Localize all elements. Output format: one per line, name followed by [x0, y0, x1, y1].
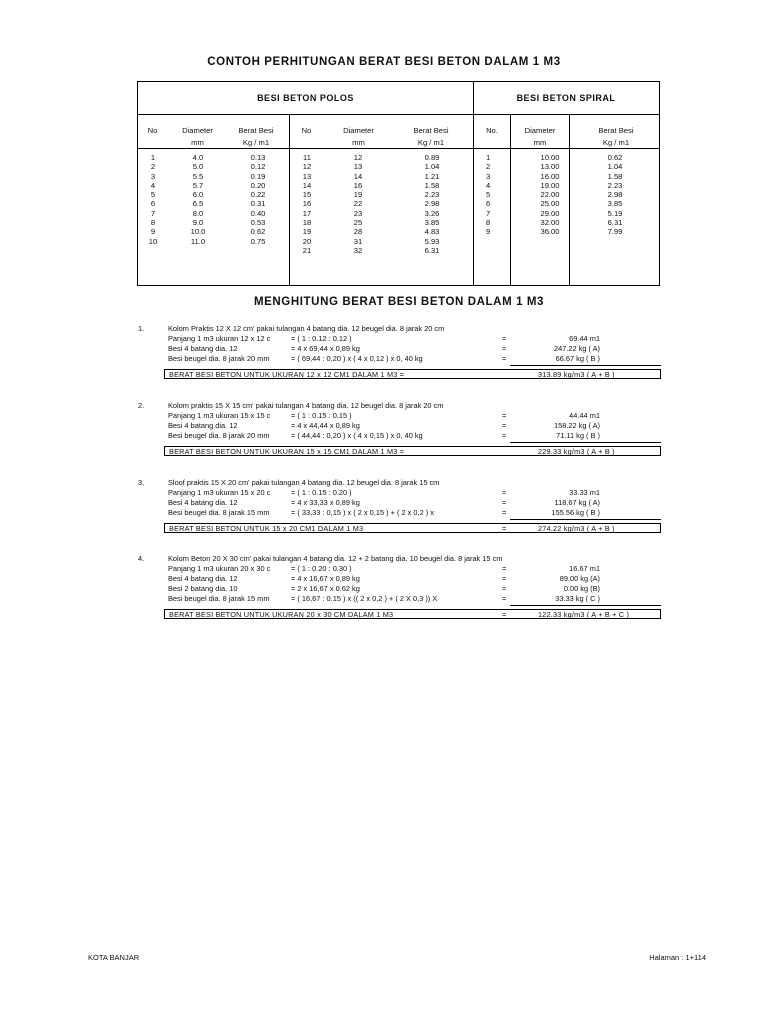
- table-cell: 7: [150, 208, 156, 218]
- table-cell: 12: [353, 153, 363, 162]
- table-cell: 19: [302, 227, 312, 237]
- table-cell: 5.93: [424, 236, 440, 246]
- calc-formula: = ( 1 : 0.12 : 0.12 ): [291, 334, 352, 343]
- table-cell: 3.85: [607, 199, 623, 209]
- table-cell: 15: [302, 190, 312, 200]
- spiral-diameter-column: [533, 153, 567, 237]
- table-cell: 5: [150, 190, 156, 200]
- calc-equals: =: [502, 584, 507, 593]
- weight-table: [137, 81, 660, 286]
- item-number: 2.: [138, 401, 145, 410]
- header-berat: Berat Besi Kg / m1: [598, 126, 634, 147]
- polos-diameter-column: [348, 153, 368, 255]
- table-cell: 0.75: [250, 236, 266, 246]
- table-cell: 9: [150, 227, 156, 237]
- calc-equals: =: [502, 411, 507, 420]
- calc-equals: =: [502, 564, 507, 573]
- table-cell: 11: [303, 153, 311, 162]
- calc-value: 71.11 kg ( B ): [556, 431, 600, 440]
- calc-label: Besi 4 batang dia. 12: [168, 498, 238, 507]
- calc-label: Besi 4 batang dia. 12: [168, 344, 238, 353]
- total-label: BERAT BESI BETON UNTUK 15 x 20 CM1 DALAM 1 M3: [169, 524, 364, 533]
- table-cell: 0.40: [250, 208, 266, 218]
- header-diameter: Diameter mm: [343, 126, 374, 147]
- total-label: BERAT BESI BETON UNTUK UKURAN 12 x 12 CM1 DALAM 1 M3 =: [169, 370, 405, 379]
- calc-value: 66.67 kg ( B ): [555, 354, 600, 363]
- calc-formula: = ( 1 : 0.15 : 0.15 ): [291, 411, 352, 420]
- item-heading: Kolom praktis 15 X 15 cm' pakai tulangan 4 batang dia. 12 beugel dia. 8 jarak 20 cm: [168, 401, 444, 410]
- total-label: BERAT BESI BETON UNTUK UKURAN 15 x 15 CM1 DALAM 1 M3 =: [169, 447, 405, 456]
- polos-no-column: [299, 153, 315, 255]
- polos-title: BESI BETON POLOS: [257, 93, 354, 103]
- table-cell: 13: [353, 162, 363, 172]
- calc-formula: = 2 x 16,67 x 0.62 kg: [291, 584, 360, 593]
- calc-label: Besi 4 batang dia. 12: [168, 421, 238, 430]
- total-box: [164, 369, 661, 379]
- calc-label: Besi beugel dia. 8 jarak 15 mm: [168, 594, 270, 603]
- table-cell: 25.00: [540, 199, 560, 209]
- subtotal-underline: [510, 519, 661, 520]
- calc-formula: = 4 x 16,67 x 0,89 kg: [291, 574, 360, 583]
- total-value: 313.89 kg/m3 ( A + B ): [538, 370, 615, 379]
- table-cell: 22.00: [540, 190, 560, 200]
- table-cell: 2.23: [607, 180, 623, 190]
- table-cell: 19: [353, 190, 363, 200]
- table-column-divider: [569, 114, 570, 285]
- calc-value: 0.00 kg (B): [563, 584, 600, 593]
- table-cell: 10.00: [540, 153, 560, 162]
- table-cell: 16: [302, 199, 312, 209]
- table-cell: 9.0: [192, 218, 204, 228]
- table-cell: 17: [302, 208, 312, 218]
- table-cell: 0.62: [607, 153, 623, 162]
- total-equals: =: [502, 524, 507, 533]
- table-cell: 5: [486, 190, 491, 200]
- table-cell: 0.53: [250, 218, 266, 228]
- header-berat: Berat Besi Kg / m1: [413, 126, 449, 147]
- subtotal-underline: [510, 605, 661, 606]
- table-cell: 1.04: [607, 162, 623, 172]
- calc-label: Panjang 1 m3 ukuran 20 x 30 c: [168, 564, 271, 573]
- table-cell: 10.0: [190, 227, 206, 237]
- table-cell: 1.58: [424, 180, 440, 190]
- table-cell: 32.00: [540, 218, 560, 228]
- header-no: No.: [486, 126, 498, 135]
- item-number: 1.: [138, 324, 145, 333]
- table-cell: 11.0: [190, 236, 206, 246]
- total-box: [164, 523, 661, 533]
- spiral-berat-column: [601, 153, 629, 237]
- calc-value: 33.33 m1: [569, 488, 600, 497]
- item-heading: Kolom Praktis 12 X 12 cm' pakai tulangan 4 batang dia. 12 beugel dia. 8 jarak 20 cm: [168, 324, 445, 333]
- table-cell: 8.0: [192, 208, 204, 218]
- table-cell: 2.98: [607, 190, 623, 200]
- calc-label: Besi beugel dia. 8 jarak 20 mm: [168, 431, 270, 440]
- subtotal-underline: [510, 365, 661, 366]
- calc-formula: = 4 x 33,33 x 0,89 kg: [291, 498, 360, 507]
- total-value: 229.33 kg/m3 ( A + B ): [538, 447, 615, 456]
- table-cell: 4.83: [424, 227, 440, 237]
- table-cell: 8: [150, 218, 156, 228]
- table-cell: 6.31: [424, 245, 440, 255]
- calc-value: 16.67 m1: [569, 564, 600, 573]
- table-cell: 21: [302, 245, 312, 255]
- item-heading: Sloof praktis 15 X 20 cm' pakai tulangan 4 batang dia. 12 beugel dia. 8 jarak 15 cm: [168, 478, 440, 487]
- table-cell: 2.23: [424, 190, 440, 200]
- table-cell: 1.04: [424, 162, 440, 172]
- total-box: [164, 446, 661, 456]
- total-value: 122.33 kg/m3 ( A + B + C ): [538, 610, 630, 619]
- table-cell: 1.21: [424, 171, 440, 181]
- total-equals: =: [502, 610, 507, 619]
- calc-equals: =: [502, 488, 507, 497]
- total-label: BERAT BESI BETON UNTUK UKURAN 20 x 30 CM DALAM 1 M3: [169, 610, 394, 619]
- table-cell: 3.85: [424, 218, 440, 228]
- table-cell: 6: [486, 199, 491, 209]
- table-cell: 14: [302, 180, 312, 190]
- table-cell: 31: [353, 236, 363, 246]
- calc-equals: =: [502, 498, 507, 507]
- section-title: MENGHITUNG BERAT BESI BETON DALAM 1 M3: [253, 296, 545, 308]
- polos-diameter-column: [183, 153, 213, 246]
- polos-berat-column: [418, 153, 446, 255]
- table-cell: 23: [353, 208, 363, 218]
- table-cell: 4: [486, 180, 491, 190]
- item-number: 3.: [138, 478, 145, 487]
- table-cell: 3: [150, 171, 156, 181]
- calc-label: Panjang 1 m3 ukuran 12 x 12 c: [168, 334, 271, 343]
- table-cell: 0.13: [250, 153, 266, 162]
- table-cell: 13.00: [540, 162, 560, 172]
- calc-equals: =: [502, 334, 507, 343]
- table-cell: 2: [486, 162, 491, 172]
- table-cell: 29.00: [540, 208, 560, 218]
- calc-label: Besi beugel dia. 8 jarak 20 mm: [168, 354, 270, 363]
- table-section-divider: [473, 82, 474, 285]
- table-cell: 5.5: [192, 171, 204, 181]
- spiral-no-column: [486, 153, 496, 237]
- table-cell: 32: [353, 245, 363, 255]
- calc-label: Besi 4 batang dia. 12: [168, 574, 238, 583]
- calc-formula: = ( 33,33 : 0,15 ) x ( 2 x 0,15 ) + ( 2 x 0,2 ) x: [291, 508, 434, 517]
- table-cell: 10: [148, 236, 158, 246]
- calc-label: Panjang 1 m3 ukuran 15 x 20 c: [168, 488, 271, 497]
- calc-formula: = ( 1 : 0.15 : 0.20 ): [291, 488, 352, 497]
- table-cell: 1: [486, 153, 491, 162]
- table-cell: 16.00: [540, 171, 560, 181]
- table-cell: 6.0: [192, 190, 204, 200]
- calc-value: 89.00 kg (A): [559, 574, 600, 583]
- calc-formula: = ( 69,44 : 0,20 ) x ( 4 x 0,12 ) x 0, 40 kg: [291, 354, 423, 363]
- table-cell: 7.99: [607, 227, 623, 237]
- table-cell: 9: [486, 227, 491, 237]
- calc-equals: =: [502, 574, 507, 583]
- table-cell: 3: [486, 171, 491, 181]
- polos-no-column: [146, 153, 160, 246]
- calc-value: 158.22 kg ( A): [553, 421, 600, 430]
- table-cell: 0.12: [250, 162, 266, 172]
- header-diameter: Diameter mm: [182, 126, 213, 147]
- calc-equals: =: [502, 508, 507, 517]
- calc-value: 118.67 kg ( A): [554, 498, 600, 507]
- table-cell: 28: [353, 227, 363, 237]
- calc-equals: =: [502, 431, 507, 440]
- calc-formula: = ( 16,67 : 0.15 ) x (( 2 x 0,2 ) + ( 2 X 0,3 )) X: [291, 594, 438, 603]
- table-cell: 6.31: [607, 218, 623, 228]
- table-cell: 5.0: [192, 162, 204, 172]
- item-number: 4.: [138, 554, 145, 563]
- calc-formula: = 4 x 69,44 x 0,89 kg: [291, 344, 360, 353]
- table-cell: 4.0: [192, 153, 204, 162]
- header-berat: Berat Besi Kg / m1: [238, 126, 274, 147]
- subtotal-underline: [510, 442, 661, 443]
- total-value: 274.22 kg/m3 ( A + B ): [538, 524, 615, 533]
- calc-label: Besi 2 batang dia. 10: [168, 584, 238, 593]
- total-box: [164, 609, 661, 619]
- table-cell: 25: [353, 218, 363, 228]
- calc-value: 44.44 m1: [569, 411, 600, 420]
- calc-equals: =: [502, 354, 507, 363]
- calc-formula: = ( 44,44 : 0,20 ) x ( 4 x 0,15 ) x 0, 40 kg: [291, 431, 423, 440]
- calc-value: 155.56 kg ( B ): [551, 508, 600, 517]
- footer-page-number: Halaman : 1+114: [649, 953, 706, 962]
- page-title: CONTOH PERHITUNGAN BERAT BESI BETON DALAM 1 M3: [207, 56, 561, 68]
- table-cell: 0.19: [250, 171, 266, 181]
- table-header-divider: [138, 114, 659, 115]
- calc-formula: = ( 1 : 0.20 : 0.30 ): [291, 564, 352, 573]
- calc-label: Panjang 1 m3 ukuran 15 x 15 c: [168, 411, 271, 420]
- table-cell: 0.62: [250, 227, 266, 237]
- table-cell: 7: [486, 208, 491, 218]
- calc-value: 69.44 m1: [569, 334, 600, 343]
- calc-equals: =: [502, 594, 507, 603]
- calc-value: 33.33 kg ( C ): [555, 594, 600, 603]
- table-cell: 0.31: [250, 199, 266, 209]
- table-cell: 5.7: [192, 180, 204, 190]
- item-heading: Kolom Beton 20 X 30 cm' pakai tulangan 4 batang dia. 12 + 2 batang dia. 10 beugel dia. 8 jarak 15 cm: [168, 554, 503, 563]
- table-cell: 6: [150, 199, 156, 209]
- calc-formula: = 4 x 44,44 x 0,89 kg: [291, 421, 360, 430]
- table-cell: 0.89: [424, 153, 440, 162]
- table-cell: 2: [150, 162, 156, 172]
- table-cell: 16: [353, 180, 363, 190]
- polos-berat-column: [243, 153, 273, 246]
- table-cell: 36.00: [540, 227, 560, 237]
- table-cell: 0.22: [250, 190, 266, 200]
- table-cell: 20: [302, 236, 312, 246]
- table-column-divider: [510, 114, 511, 285]
- table-cell: 6.5: [192, 199, 204, 209]
- table-cell: 19.00: [540, 180, 560, 190]
- table-cell: 4: [150, 180, 156, 190]
- table-cell: 14: [353, 171, 363, 181]
- table-cell: 0.20: [250, 180, 266, 190]
- calc-label: Besi beugel dia. 8 jarak 15 mm: [168, 508, 270, 517]
- table-cell: 2.98: [424, 199, 440, 209]
- calc-equals: =: [502, 344, 507, 353]
- spiral-title: BESI BETON SPIRAL: [516, 93, 616, 103]
- header-no: No: [301, 126, 312, 135]
- table-cell: 3.26: [424, 208, 440, 218]
- calc-equals: =: [502, 421, 507, 430]
- header-diameter: Diameter mm: [524, 126, 556, 147]
- table-cell: 18: [302, 218, 312, 228]
- header-no: No: [147, 126, 158, 135]
- table-cell: 22: [353, 199, 363, 209]
- table-column-divider: [289, 114, 290, 285]
- table-cell: 8: [486, 218, 491, 228]
- calc-value: 247.22 kg ( A): [553, 344, 600, 353]
- table-cell: 12: [302, 162, 312, 172]
- footer-left: KOTA BANJAR: [88, 953, 140, 962]
- table-cell: 5.19: [607, 208, 623, 218]
- table-cell: 1: [150, 153, 156, 162]
- table-cell: 13: [302, 171, 312, 181]
- table-cell: 1.58: [607, 171, 623, 181]
